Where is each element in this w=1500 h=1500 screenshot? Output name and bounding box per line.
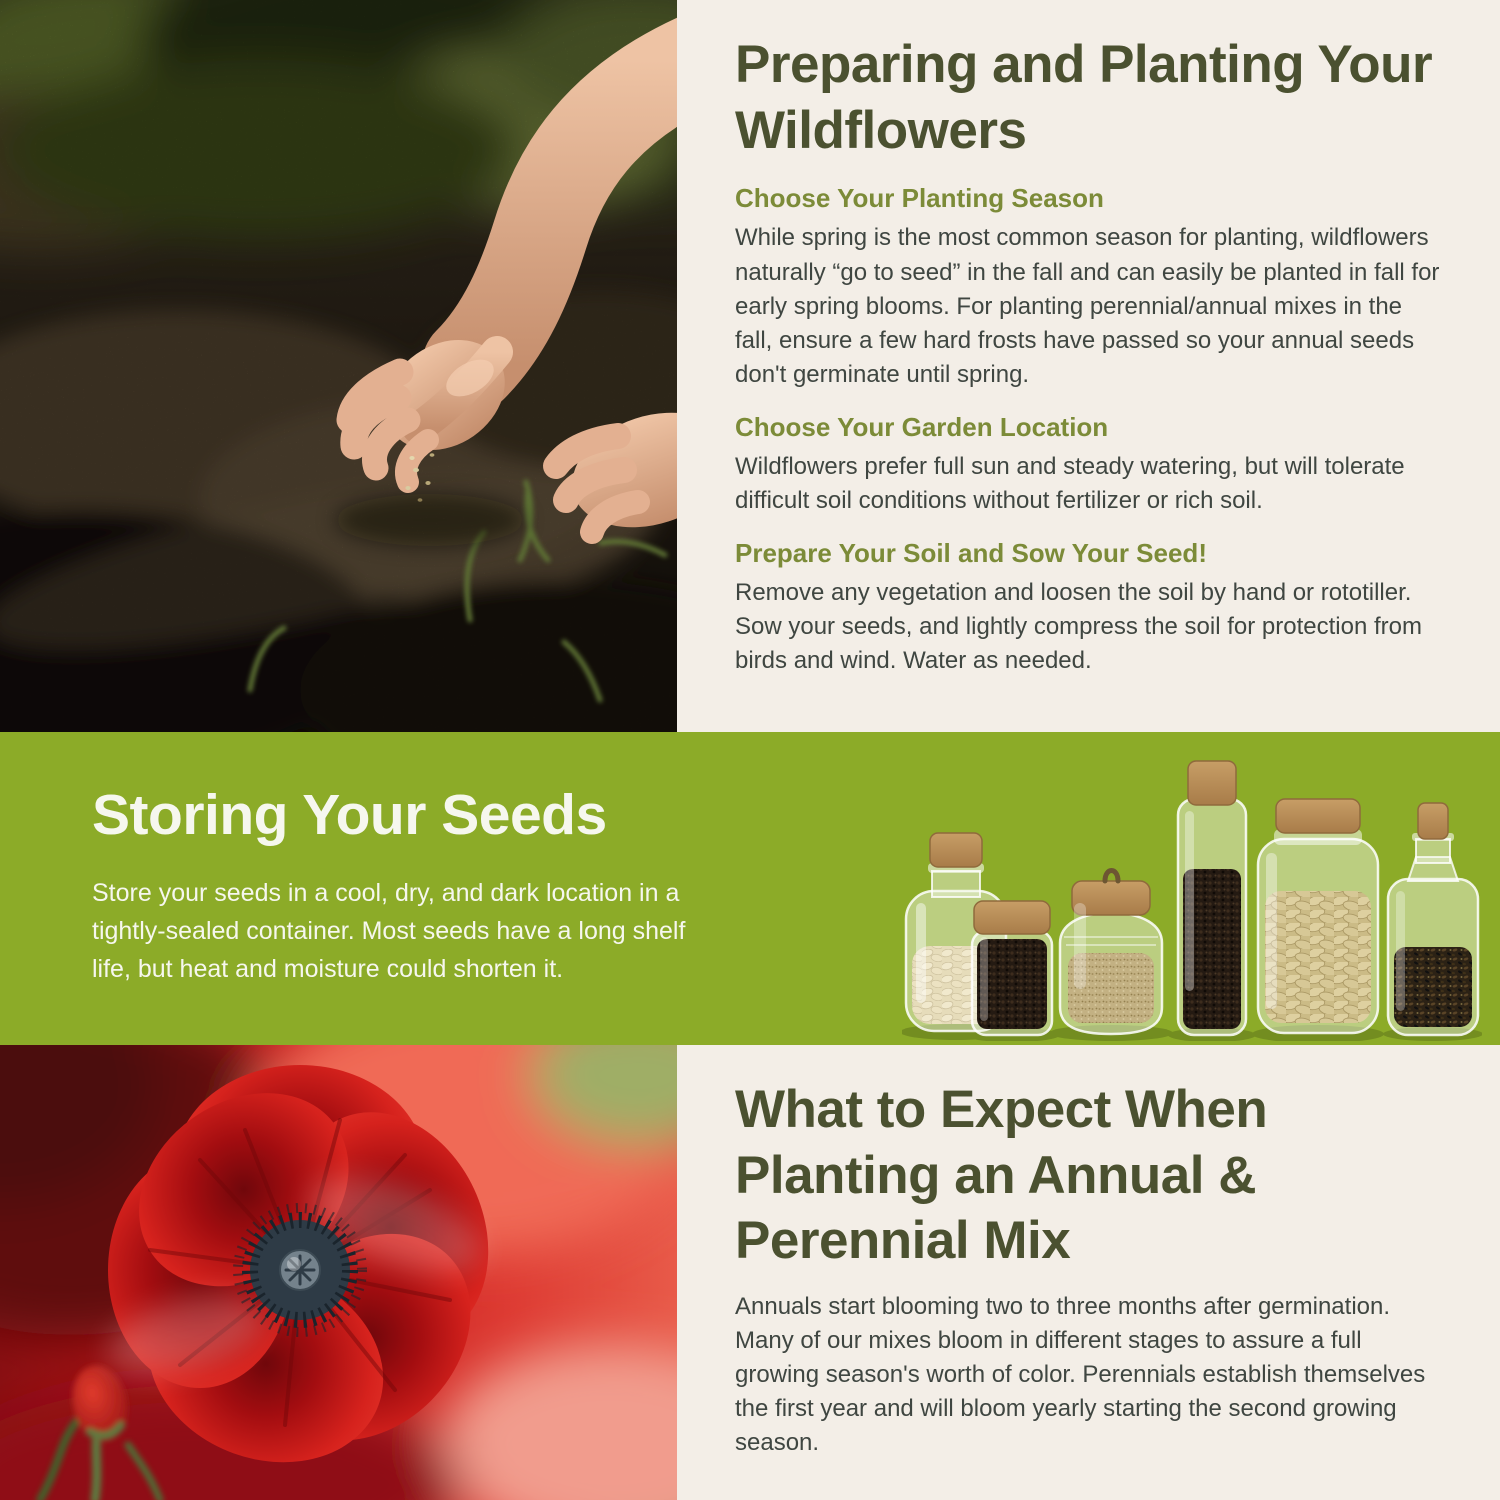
storing-text-block: [92, 782, 752, 988]
planting-subhead-season: Choose Your Planting Season: [735, 183, 1104, 214]
planting-title: Preparing and Planting Your Wildflowers: [735, 35, 1433, 160]
seed-jars-photo: [902, 741, 1482, 1041]
expect-section: [677, 1045, 1500, 1500]
planting-body-season: While spring is the most common season for planting, wildflowers naturally “go to seed” in the fall and can easily be planted in fall for early spring blooms. For planting perennial/annual mixes in the fall, ensure a few hard frosts have passed so your annual seeds don't germinate until spring.: [735, 224, 1440, 388]
planting-body-location: Wildflowers prefer full sun and steady watering, but will tolerate difficult soil conditions without fertilizer or rich soil.: [735, 452, 1405, 514]
jar-sandy-seeds: [1060, 871, 1162, 1035]
expect-body: Annuals start blooming two to three months after germination. Many of our mixes bloom in different stages to assure a full growing season's worth of color. Perennials establish themselves the first year and will bloom yearly starting the second growing season.: [735, 1293, 1426, 1457]
planting-body-soil: Remove any vegetation and loosen the soil by hand or rototiller. Sow your seeds, and lightly compress the soil for protection from birds and wind. Water as needed.: [735, 578, 1422, 675]
storing-body: Store your seeds in a cool, dry, and dark location in a tightly-sealed container. Most seeds have a long shelf life, but heat and moisture could shorten it.: [92, 879, 686, 983]
jar-pumpkin-seeds: [1258, 799, 1378, 1033]
jar-tall-cylinder: [1178, 761, 1246, 1035]
poppy-photo-graphic: [0, 1045, 677, 1500]
storing-section: [0, 732, 1500, 1045]
planting-subhead-location: Choose Your Garden Location: [735, 411, 1109, 442]
planting-photo-graphic: [0, 0, 677, 732]
planting-subhead-soil: Prepare Your Soil and Sow Your Seed!: [735, 537, 1207, 568]
expect-title: What to Expect When Planting an Annual & Perennial Mix: [735, 1080, 1268, 1271]
jar-dark-seeds: [972, 901, 1052, 1035]
jar-mixed-seeds: [1388, 803, 1478, 1035]
seed-jars-graphic: [902, 741, 1482, 1041]
storing-title: Storing Your Seeds: [92, 783, 607, 847]
planting-photo: [0, 0, 677, 732]
poppy-photo: [0, 1045, 677, 1500]
planting-section: [677, 0, 1500, 732]
